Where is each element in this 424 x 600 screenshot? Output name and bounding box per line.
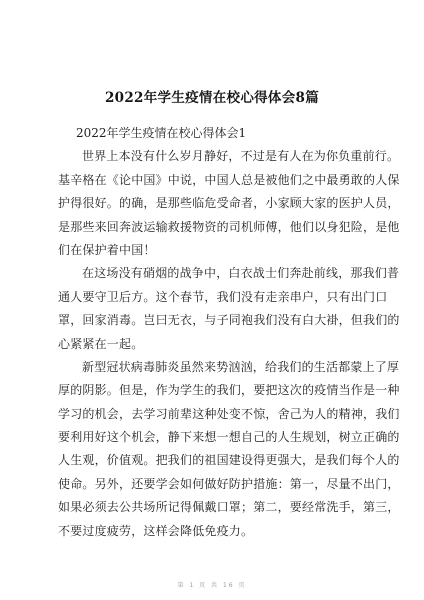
paragraph-line: 通人要守卫后方。这个春节，我们没有走亲串户，只有出门口 [58,289,388,304]
section-subtitle: 2022年学生疫情在校心得体会1 [76,126,247,140]
document-body [58,122,400,543]
paragraph-line: 护得很好。的确，是那些临危受命者，小家顾大家的医护人员， [58,196,400,211]
page-footer: 第 1 页 共 16 页 [177,582,247,589]
paragraph-line: 不要过度疲劳，这样会降低免疫力。 [58,523,254,538]
paragraph-line: 世界上本没有什么岁月静好，不过是有人在为你负重前行。 [82,149,400,164]
paragraph-line: 心紧紧在一起。 [58,336,144,351]
paragraph-line: 在这场没有硝烟的战争中，白衣战士们奔赴前线，那我们普 [82,266,400,281]
paragraph-line: 是那些来回奔波运输救援物资的司机师傅，他们以身犯险，是他 [58,219,400,234]
paragraph [58,356,400,543]
paragraph-line: 人生观，价值观。把我们的祖国建设得更强大，是我们每个人的 [58,453,400,468]
paragraph-line: 如果必须去公共场所记得佩戴口罩；第二，要经常洗手，第三， [58,500,400,515]
paragraph-line: 基辛格在《论中国》中说，中国人总是被他们之中最勇敢的人保 [58,172,400,187]
paragraph-line: 们在保护着中国！ [58,242,156,257]
paragraph-line: 厚的阴影。但是，作为学生的我们，要把这次的疫情当作是一种 [58,383,400,398]
paragraph [58,145,400,262]
paragraph-line: 要利用好这个机会，静下来想一想自己的人生规划，树立正确的 [58,430,400,445]
paragraph-line: 学习的机会，去学习前辈这种处变不惊，舍己为人的精神，我们 [58,406,400,421]
document-title: 2022年学生疫情在校心得体会8篇 [104,90,320,106]
paragraph-list [58,145,400,543]
paragraph-line: 罩，回家消毒。岂曰无衣，与子同袍我们没有白大褂，但我们的 [58,313,400,328]
paragraph-line: 新型冠状病毒肺炎虽然来势汹汹，给我们的生活都蒙上了厚 [82,359,400,374]
paragraph [58,262,400,356]
paragraph-line: 使命。另外，还要学会如何做好防护措施：第一，尽量不出门， [58,476,400,491]
